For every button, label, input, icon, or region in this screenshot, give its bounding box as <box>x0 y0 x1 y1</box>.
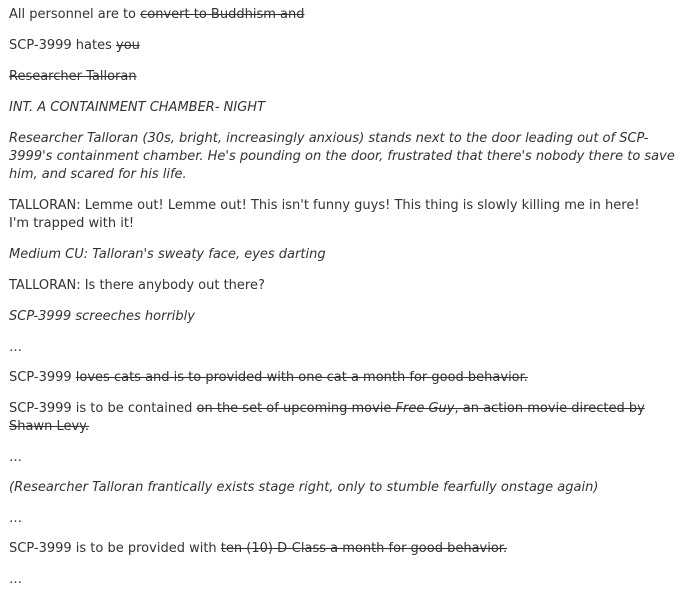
struck-text: loves cats and is to provided with one cat a month for good behavior. <box>75 370 528 385</box>
struck-text: convert to Buddhism and <box>140 7 305 22</box>
paragraph-cats <box>9 369 691 387</box>
stage-direction: (Researcher Talloran frantically exists stage right, only to stumble fearfully onstage again) <box>9 480 599 495</box>
struck-text: , an action movie directed by Shawn Levy. <box>9 401 645 434</box>
paragraph-contained <box>9 400 691 436</box>
dialogue-talloran-1 <box>9 197 691 233</box>
scene-description: Researcher Talloran (30s, bright, increasingly anxious) stands next to the door leading out of SCP-3999's containment chamber. He's pounding on the door, frustrated that there's nobody there to save him, and scared for his life. <box>9 131 675 182</box>
paragraph-dclass <box>9 540 691 558</box>
text: All personnel are to <box>9 7 141 22</box>
struck-italic-text: Free Guy <box>395 401 455 416</box>
struck-text: Researcher Talloran <box>9 69 137 84</box>
text: SCP-3999 <box>9 370 76 385</box>
struck-text: on the set of upcoming movie <box>196 401 396 416</box>
struck-text: you <box>116 38 140 53</box>
camera-direction: Medium CU: Talloran's sweaty face, eyes darting <box>9 247 326 262</box>
text: SCP-3999 is to be contained <box>9 401 197 416</box>
action-line: SCP-3999 screeches horribly <box>9 309 195 324</box>
ellipsis: … <box>9 572 22 587</box>
paragraph-hates <box>9 37 691 55</box>
ellipsis: … <box>9 340 22 355</box>
dialogue-line: I'm trapped with it! <box>9 216 135 231</box>
scene-heading: INT. A CONTAINMENT CHAMBER- NIGHT <box>9 100 266 115</box>
dialogue-talloran-2: TALLORAN: Is there anybody out there? <box>9 278 265 293</box>
paragraph-personnel <box>9 6 691 24</box>
text: SCP-3999 hates <box>9 38 116 53</box>
ellipsis: … <box>9 450 22 465</box>
dialogue-line: TALLORAN: Lemme out! Lemme out! This isn't funny guys! This thing is slowly killing me in here! <box>9 198 640 213</box>
paragraph-researcher <box>9 68 691 86</box>
struck-text: ten (10) D-Class a month for good behavior. <box>220 541 508 556</box>
ellipsis: … <box>9 511 22 526</box>
text: SCP-3999 is to be provided with <box>9 541 221 556</box>
